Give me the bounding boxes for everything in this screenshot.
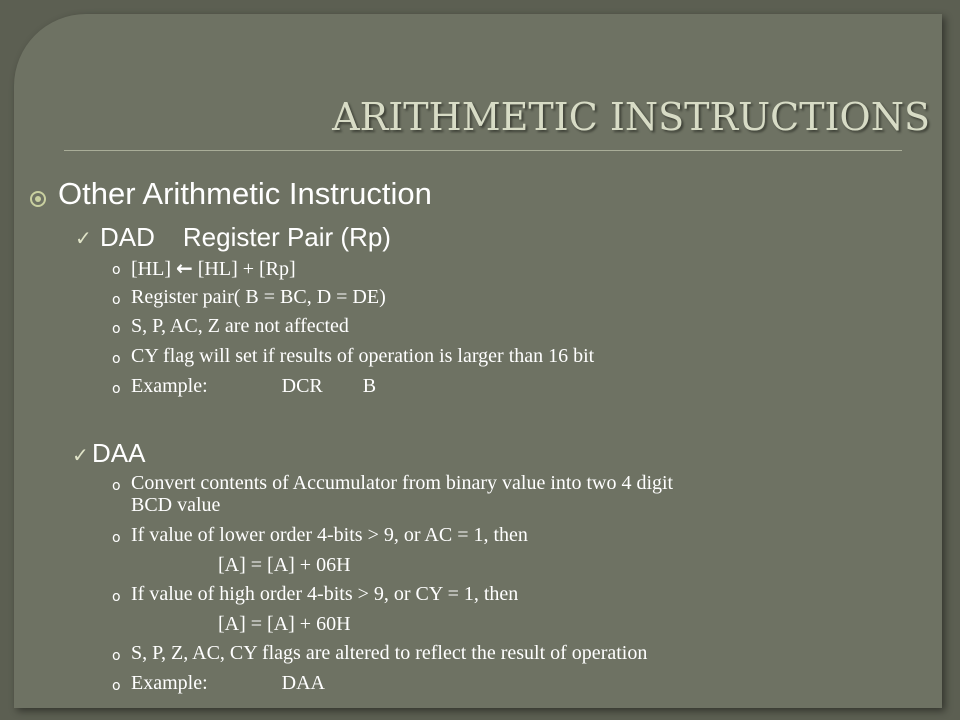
circle-bullet-icon: o: [112, 381, 121, 397]
daa-item: If value of lower order 4-bits > 9, or AC = 1, then: [131, 524, 528, 546]
dad-item: S, P, AC, Z are not affected: [131, 315, 349, 337]
example-opcode: DCR: [281, 375, 323, 397]
dad-item: Register pair( B = BC, D = DE): [131, 286, 386, 308]
circle-bullet-icon: o: [112, 262, 121, 278]
left-arrow-icon: ←: [175, 256, 193, 280]
daa-example: [131, 672, 325, 695]
dad-item-operation: [131, 256, 296, 281]
circle-bullet-icon: o: [112, 478, 121, 494]
slide-title: ARITHMETIC INSTRUCTIONS: [332, 95, 930, 139]
operation-lhs: [HL]: [131, 258, 176, 280]
operation-rhs: [HL] + [Rp]: [192, 258, 296, 280]
example-label: Example:: [131, 375, 208, 397]
daa-formula: [A] = [A] + 60H: [218, 613, 351, 635]
dad-mnemonic: DAD: [100, 222, 155, 252]
dad-operand: Register Pair (Rp): [182, 222, 391, 252]
checkmark-icon: ✓: [72, 443, 89, 467]
dad-example: [131, 375, 376, 398]
daa-item: Convert contents of Accumulator from binary value into two 4 digit: [131, 472, 674, 494]
daa-formula: [A] = [A] + 06H: [218, 554, 351, 576]
circle-bullet-icon: o: [112, 351, 121, 367]
circle-bullet-icon: o: [112, 321, 121, 337]
dad-heading: [100, 222, 391, 253]
section-heading: Other Arithmetic Instruction: [58, 176, 432, 211]
dad-item: CY flag will set if results of operation is larger than 16 bit: [131, 345, 595, 367]
checkmark-icon: ✓: [75, 226, 92, 250]
circle-bullet-icon: o: [112, 530, 121, 546]
example-operand: B: [362, 375, 377, 397]
circle-bullet-icon: o: [112, 678, 121, 694]
example-label: Example:: [131, 672, 208, 694]
target-bullet-icon: [30, 191, 46, 207]
daa-item: If value of high order 4-bits > 9, or CY = 1, then: [131, 583, 519, 605]
circle-bullet-icon: o: [112, 589, 121, 605]
daa-item: S, P, Z, AC, CY flags are altered to reflect the result of operation: [131, 642, 648, 664]
daa-heading: DAA: [92, 438, 146, 468]
example-opcode: DAA: [281, 672, 325, 694]
circle-bullet-icon: o: [112, 292, 121, 308]
daa-item-continued: BCD value: [131, 494, 221, 516]
circle-bullet-icon: o: [112, 648, 121, 664]
